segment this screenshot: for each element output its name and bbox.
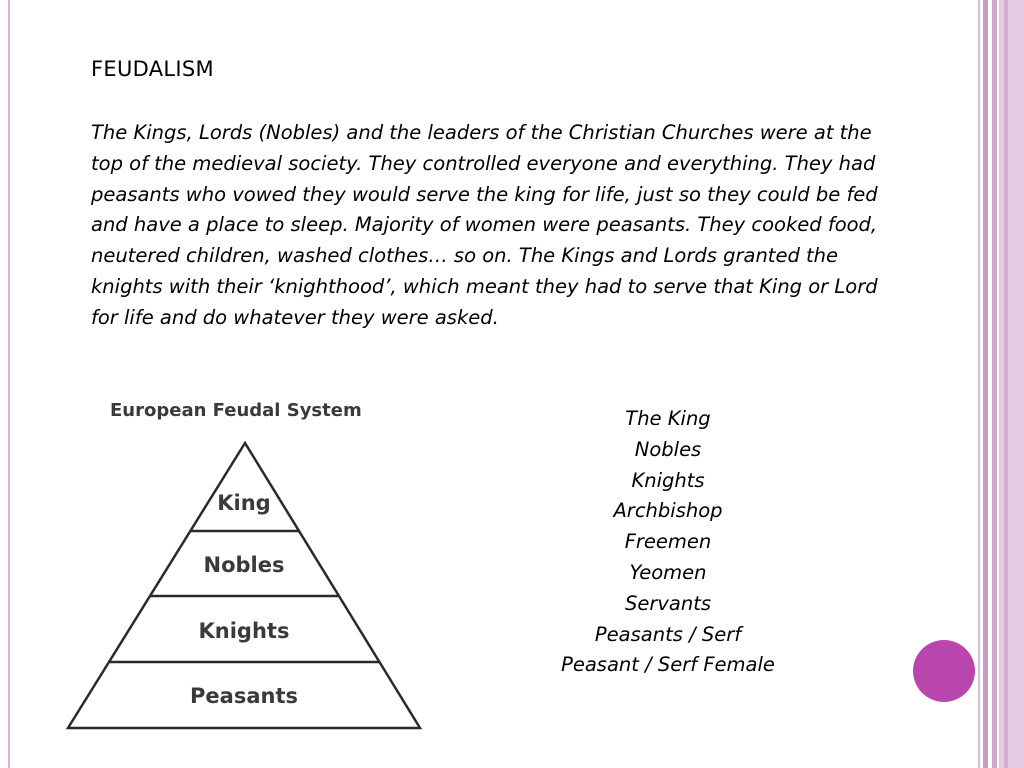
slide-title: FEUDALISM — [91, 57, 214, 81]
slide-paragraph: The Kings, Lords (Nobles) and the leaders of the Christian Churches were at the top of the medieval society. They controlled everyone and everything. They had peasants who vowed they would serve the king for life, just so they could be fed and have a place to sleep. Majority of women were peasants. They cooked food, neutered children, washed clothes… so on. The Kings and Lords granted the knights with their ‘knighthood’, which meant they had to serve that King or Lord for life and do whatever they were asked. — [91, 121, 878, 329]
hierarchy-item: Peasants / Serf — [594, 622, 742, 646]
tier-label-knights: Knights — [198, 619, 290, 643]
feudal-pyramid-diagram — [60, 392, 440, 738]
hierarchy-item: Yeomen — [629, 560, 707, 584]
tier-label-nobles: Nobles — [203, 553, 285, 577]
stripe — [983, 0, 988, 768]
hierarchy-item: Peasant / Serf Female — [561, 653, 775, 677]
hierarchy-item: Knights — [631, 468, 705, 492]
hierarchy-list — [538, 404, 798, 681]
hierarchy-item: Freemen — [624, 530, 712, 554]
hierarchy-item: Nobles — [634, 437, 702, 461]
tier-label-king: King — [217, 491, 271, 515]
stripe — [992, 0, 997, 768]
decorative-circle — [913, 640, 975, 702]
tier-label-peasants: Peasants — [190, 684, 298, 708]
hierarchy-item: Servants — [624, 591, 712, 615]
stripe — [978, 0, 980, 768]
hierarchy-item: The King — [625, 407, 711, 430]
stripe — [999, 0, 1024, 768]
left-decorative-line — [8, 0, 10, 768]
hierarchy-item: Archbishop — [613, 499, 723, 523]
right-decorative-stripes — [978, 0, 1024, 768]
stripe — [1004, 0, 1008, 768]
diagram-title: European Feudal System — [110, 400, 362, 421]
